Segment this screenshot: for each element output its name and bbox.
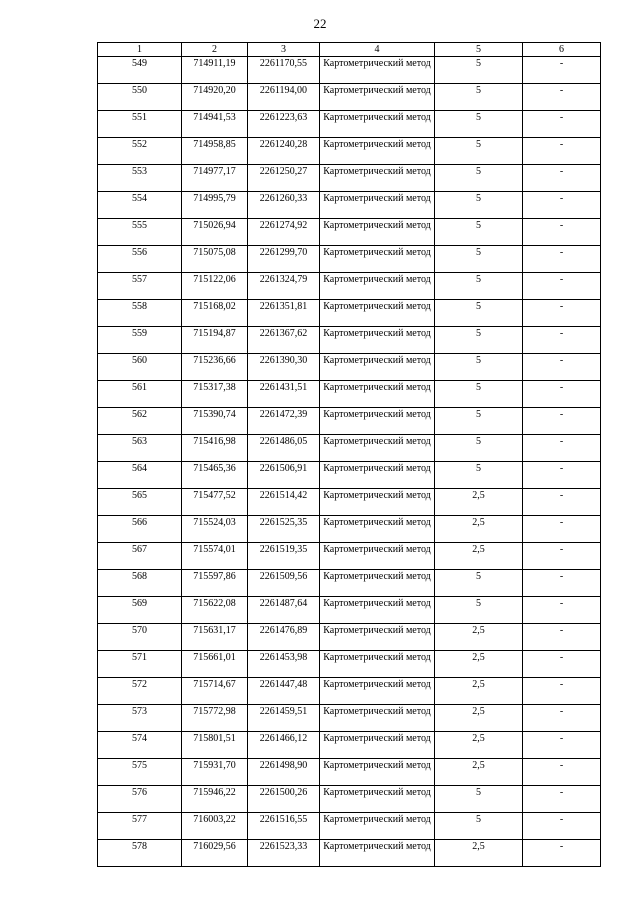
- method-cell: Картометрический метод: [320, 570, 435, 597]
- note-cell: -: [523, 300, 601, 327]
- method-cell: Картометрический метод: [320, 759, 435, 786]
- column-header: 5: [435, 43, 523, 57]
- table-row: [98, 354, 601, 381]
- table-row: [98, 489, 601, 516]
- x-coordinate-cell: 716029,56: [182, 840, 248, 867]
- point-number-cell: 554: [98, 192, 182, 219]
- method-cell: Картометрический метод: [320, 543, 435, 570]
- y-coordinate-cell: 2261170,55: [248, 57, 320, 84]
- point-number-cell: 563: [98, 435, 182, 462]
- point-number-cell: 574: [98, 732, 182, 759]
- accuracy-cell: 5: [435, 786, 523, 813]
- y-coordinate-cell: 2261472,39: [248, 408, 320, 435]
- x-coordinate-cell: 714995,79: [182, 192, 248, 219]
- table-row: [98, 435, 601, 462]
- x-coordinate-cell: 714911,19: [182, 57, 248, 84]
- table-row: [98, 111, 601, 138]
- point-number-cell: 555: [98, 219, 182, 246]
- y-coordinate-cell: 2261516,55: [248, 813, 320, 840]
- x-coordinate-cell: 715026,94: [182, 219, 248, 246]
- note-cell: -: [523, 354, 601, 381]
- accuracy-cell: 5: [435, 408, 523, 435]
- note-cell: -: [523, 138, 601, 165]
- method-cell: Картометрический метод: [320, 705, 435, 732]
- table-row: [98, 300, 601, 327]
- point-number-cell: 570: [98, 624, 182, 651]
- y-coordinate-cell: 2261431,51: [248, 381, 320, 408]
- table-row: [98, 84, 601, 111]
- point-number-cell: 564: [98, 462, 182, 489]
- accuracy-cell: 5: [435, 435, 523, 462]
- table-row: [98, 705, 601, 732]
- table-header-row: [98, 43, 601, 57]
- note-cell: -: [523, 57, 601, 84]
- y-coordinate-cell: 2261500,26: [248, 786, 320, 813]
- method-cell: Картометрический метод: [320, 624, 435, 651]
- x-coordinate-cell: 714920,20: [182, 84, 248, 111]
- note-cell: -: [523, 246, 601, 273]
- y-coordinate-cell: 2261324,79: [248, 273, 320, 300]
- y-coordinate-cell: 2261447,48: [248, 678, 320, 705]
- note-cell: -: [523, 570, 601, 597]
- table-row: [98, 570, 601, 597]
- method-cell: Картометрический метод: [320, 192, 435, 219]
- y-coordinate-cell: 2261453,98: [248, 651, 320, 678]
- accuracy-cell: 5: [435, 192, 523, 219]
- accuracy-cell: 5: [435, 327, 523, 354]
- table-row: [98, 786, 601, 813]
- y-coordinate-cell: 2261486,05: [248, 435, 320, 462]
- accuracy-cell: 2,5: [435, 705, 523, 732]
- table-row: [98, 138, 601, 165]
- point-number-cell: 556: [98, 246, 182, 273]
- accuracy-cell: 5: [435, 246, 523, 273]
- y-coordinate-cell: 2261250,27: [248, 165, 320, 192]
- point-number-cell: 551: [98, 111, 182, 138]
- method-cell: Картометрический метод: [320, 327, 435, 354]
- point-number-cell: 575: [98, 759, 182, 786]
- note-cell: -: [523, 624, 601, 651]
- point-number-cell: 567: [98, 543, 182, 570]
- point-number-cell: 561: [98, 381, 182, 408]
- point-number-cell: 562: [98, 408, 182, 435]
- point-number-cell: 559: [98, 327, 182, 354]
- method-cell: Картометрический метод: [320, 597, 435, 624]
- note-cell: -: [523, 651, 601, 678]
- x-coordinate-cell: 715477,52: [182, 489, 248, 516]
- point-number-cell: 558: [98, 300, 182, 327]
- x-coordinate-cell: 715416,98: [182, 435, 248, 462]
- table-row: [98, 246, 601, 273]
- x-coordinate-cell: 716003,22: [182, 813, 248, 840]
- method-cell: Картометрический метод: [320, 732, 435, 759]
- point-number-cell: 552: [98, 138, 182, 165]
- x-coordinate-cell: 715075,08: [182, 246, 248, 273]
- note-cell: -: [523, 516, 601, 543]
- method-cell: Картометрический метод: [320, 786, 435, 813]
- y-coordinate-cell: 2261487,64: [248, 597, 320, 624]
- accuracy-cell: 5: [435, 273, 523, 300]
- note-cell: -: [523, 84, 601, 111]
- x-coordinate-cell: 715597,86: [182, 570, 248, 597]
- note-cell: -: [523, 840, 601, 867]
- accuracy-cell: 5: [435, 813, 523, 840]
- y-coordinate-cell: 2261459,51: [248, 705, 320, 732]
- note-cell: -: [523, 435, 601, 462]
- method-cell: Картометрический метод: [320, 516, 435, 543]
- page-number: 22: [313, 16, 327, 31]
- accuracy-cell: 5: [435, 354, 523, 381]
- x-coordinate-cell: 715168,02: [182, 300, 248, 327]
- accuracy-cell: 2,5: [435, 516, 523, 543]
- note-cell: -: [523, 381, 601, 408]
- table-row: [98, 840, 601, 867]
- y-coordinate-cell: 2261351,81: [248, 300, 320, 327]
- accuracy-cell: 5: [435, 300, 523, 327]
- method-cell: Картометрический метод: [320, 111, 435, 138]
- accuracy-cell: 2,5: [435, 489, 523, 516]
- y-coordinate-cell: 2261194,00: [248, 84, 320, 111]
- table-row: [98, 192, 601, 219]
- accuracy-cell: 5: [435, 138, 523, 165]
- column-header: 2: [182, 43, 248, 57]
- column-header: 6: [523, 43, 601, 57]
- note-cell: -: [523, 165, 601, 192]
- table-row: [98, 273, 601, 300]
- y-coordinate-cell: 2261274,92: [248, 219, 320, 246]
- method-cell: Картометрический метод: [320, 813, 435, 840]
- table-row: [98, 624, 601, 651]
- point-number-cell: 577: [98, 813, 182, 840]
- y-coordinate-cell: 2261523,33: [248, 840, 320, 867]
- accuracy-cell: 2,5: [435, 651, 523, 678]
- accuracy-cell: 5: [435, 381, 523, 408]
- method-cell: Картометрический метод: [320, 246, 435, 273]
- note-cell: -: [523, 759, 601, 786]
- method-cell: Картометрический метод: [320, 381, 435, 408]
- table-row: [98, 165, 601, 192]
- x-coordinate-cell: 715946,22: [182, 786, 248, 813]
- y-coordinate-cell: 2261476,89: [248, 624, 320, 651]
- point-number-cell: 557: [98, 273, 182, 300]
- method-cell: Картометрический метод: [320, 354, 435, 381]
- point-number-cell: 565: [98, 489, 182, 516]
- accuracy-cell: 5: [435, 84, 523, 111]
- accuracy-cell: 5: [435, 570, 523, 597]
- point-number-cell: 578: [98, 840, 182, 867]
- x-coordinate-cell: 715236,66: [182, 354, 248, 381]
- method-cell: Картометрический метод: [320, 462, 435, 489]
- accuracy-cell: 5: [435, 165, 523, 192]
- method-cell: Картометрический метод: [320, 678, 435, 705]
- x-coordinate-cell: 715524,03: [182, 516, 248, 543]
- x-coordinate-cell: 714958,85: [182, 138, 248, 165]
- table-row: [98, 516, 601, 543]
- accuracy-cell: 2,5: [435, 678, 523, 705]
- method-cell: Картометрический метод: [320, 57, 435, 84]
- table-row: [98, 813, 601, 840]
- note-cell: -: [523, 219, 601, 246]
- note-cell: -: [523, 192, 601, 219]
- column-header: 4: [320, 43, 435, 57]
- point-number-cell: 569: [98, 597, 182, 624]
- method-cell: Картометрический метод: [320, 165, 435, 192]
- method-cell: Картометрический метод: [320, 84, 435, 111]
- column-header: 3: [248, 43, 320, 57]
- x-coordinate-cell: 715714,67: [182, 678, 248, 705]
- x-coordinate-cell: 715661,01: [182, 651, 248, 678]
- column-header: 1: [98, 43, 182, 57]
- x-coordinate-cell: 714941,53: [182, 111, 248, 138]
- note-cell: -: [523, 273, 601, 300]
- y-coordinate-cell: 2261519,35: [248, 543, 320, 570]
- table-row: [98, 732, 601, 759]
- table-row: [98, 381, 601, 408]
- y-coordinate-cell: 2261367,62: [248, 327, 320, 354]
- note-cell: -: [523, 111, 601, 138]
- y-coordinate-cell: 2261514,42: [248, 489, 320, 516]
- note-cell: -: [523, 705, 601, 732]
- note-cell: -: [523, 543, 601, 570]
- accuracy-cell: 2,5: [435, 840, 523, 867]
- accuracy-cell: 5: [435, 57, 523, 84]
- note-cell: -: [523, 408, 601, 435]
- method-cell: Картометрический метод: [320, 300, 435, 327]
- x-coordinate-cell: 715465,36: [182, 462, 248, 489]
- x-coordinate-cell: 714977,17: [182, 165, 248, 192]
- accuracy-cell: 2,5: [435, 732, 523, 759]
- y-coordinate-cell: 2261466,12: [248, 732, 320, 759]
- y-coordinate-cell: 2261240,28: [248, 138, 320, 165]
- x-coordinate-cell: 715622,08: [182, 597, 248, 624]
- x-coordinate-cell: 715772,98: [182, 705, 248, 732]
- point-number-cell: 576: [98, 786, 182, 813]
- accuracy-cell: 2,5: [435, 759, 523, 786]
- method-cell: Картометрический метод: [320, 219, 435, 246]
- method-cell: Картометрический метод: [320, 138, 435, 165]
- table-body: [98, 57, 601, 867]
- x-coordinate-cell: 715194,87: [182, 327, 248, 354]
- x-coordinate-cell: 715390,74: [182, 408, 248, 435]
- x-coordinate-cell: 715801,51: [182, 732, 248, 759]
- point-number-cell: 560: [98, 354, 182, 381]
- coordinates-table: [97, 42, 601, 867]
- accuracy-cell: 2,5: [435, 624, 523, 651]
- table-row: [98, 678, 601, 705]
- point-number-cell: 550: [98, 84, 182, 111]
- x-coordinate-cell: 715931,70: [182, 759, 248, 786]
- method-cell: Картометрический метод: [320, 489, 435, 516]
- method-cell: Картометрический метод: [320, 273, 435, 300]
- point-number-cell: 571: [98, 651, 182, 678]
- y-coordinate-cell: 2261223,63: [248, 111, 320, 138]
- y-coordinate-cell: 2261260,33: [248, 192, 320, 219]
- table-row: [98, 408, 601, 435]
- note-cell: -: [523, 678, 601, 705]
- x-coordinate-cell: 715574,01: [182, 543, 248, 570]
- point-number-cell: 549: [98, 57, 182, 84]
- x-coordinate-cell: 715631,17: [182, 624, 248, 651]
- x-coordinate-cell: 715122,06: [182, 273, 248, 300]
- note-cell: -: [523, 813, 601, 840]
- method-cell: Картометрический метод: [320, 840, 435, 867]
- point-number-cell: 573: [98, 705, 182, 732]
- y-coordinate-cell: 2261509,56: [248, 570, 320, 597]
- accuracy-cell: 5: [435, 462, 523, 489]
- table-row: [98, 597, 601, 624]
- point-number-cell: 568: [98, 570, 182, 597]
- accuracy-cell: 5: [435, 597, 523, 624]
- point-number-cell: 572: [98, 678, 182, 705]
- table-row: [98, 57, 601, 84]
- method-cell: Картометрический метод: [320, 435, 435, 462]
- accuracy-cell: 5: [435, 111, 523, 138]
- x-coordinate-cell: 715317,38: [182, 381, 248, 408]
- note-cell: -: [523, 732, 601, 759]
- table-row: [98, 543, 601, 570]
- note-cell: -: [523, 327, 601, 354]
- method-cell: Картометрический метод: [320, 651, 435, 678]
- table-row: [98, 219, 601, 246]
- note-cell: -: [523, 489, 601, 516]
- table-row: [98, 651, 601, 678]
- table-row: [98, 759, 601, 786]
- y-coordinate-cell: 2261390,30: [248, 354, 320, 381]
- point-number-cell: 566: [98, 516, 182, 543]
- method-cell: Картометрический метод: [320, 408, 435, 435]
- y-coordinate-cell: 2261299,70: [248, 246, 320, 273]
- table-row: [98, 462, 601, 489]
- y-coordinate-cell: 2261498,90: [248, 759, 320, 786]
- point-number-cell: 553: [98, 165, 182, 192]
- y-coordinate-cell: 2261506,91: [248, 462, 320, 489]
- y-coordinate-cell: 2261525,35: [248, 516, 320, 543]
- note-cell: -: [523, 786, 601, 813]
- note-cell: -: [523, 597, 601, 624]
- accuracy-cell: 2,5: [435, 543, 523, 570]
- note-cell: -: [523, 462, 601, 489]
- table-row: [98, 327, 601, 354]
- accuracy-cell: 5: [435, 219, 523, 246]
